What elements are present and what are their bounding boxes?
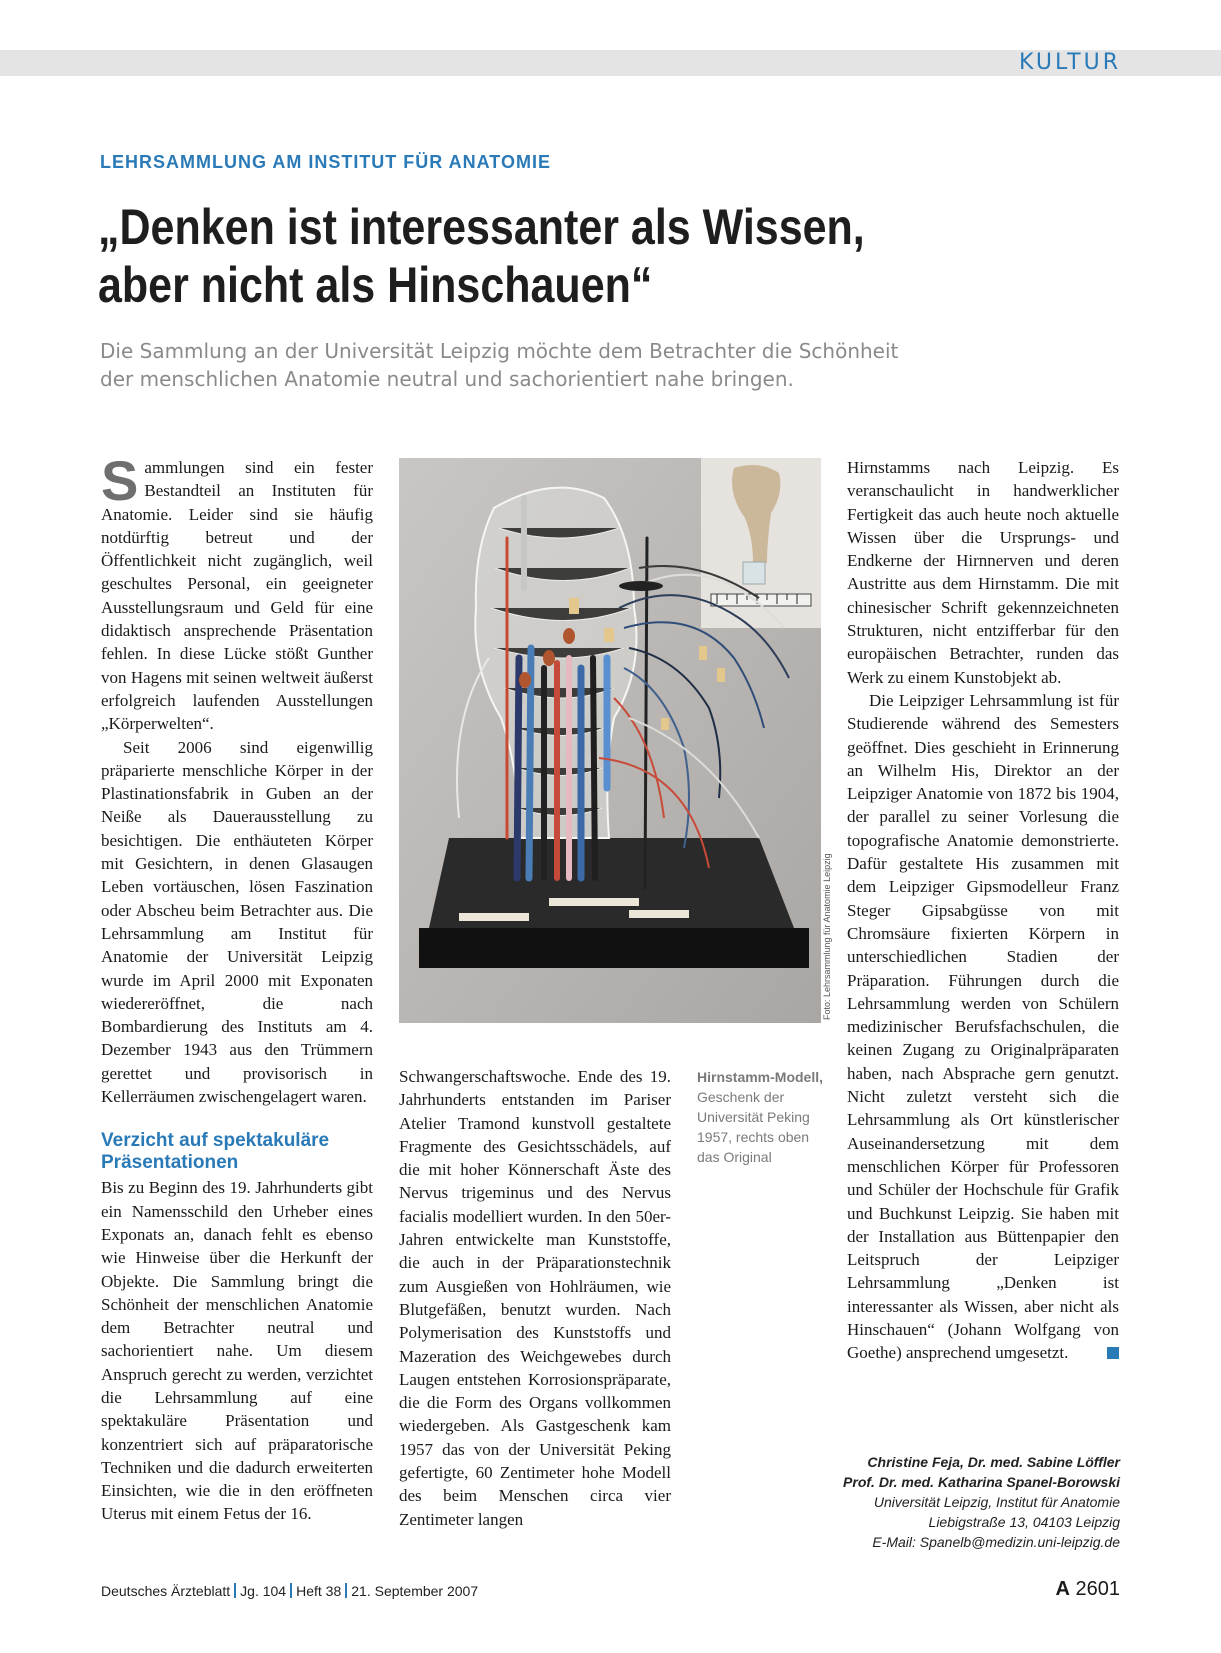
journal-volume: Jg. 104	[240, 1583, 287, 1599]
page-prefix: A	[1055, 1578, 1070, 1600]
deck-line-1: Die Sammlung an der Universität Leipzig möchte dem Betrachter die Schönheit	[100, 339, 899, 363]
deck-line-2: der menschlichen Anatomie neutral und sachorientiert nahe bringen.	[100, 367, 794, 391]
author-block	[720, 1452, 1120, 1552]
figure-caption	[697, 1067, 827, 1167]
article-headline	[98, 198, 958, 314]
address: Liebigstraße 13, 04103 Leipzig	[928, 1514, 1120, 1530]
paragraph-1	[101, 449, 373, 736]
drop-cap: S	[101, 449, 139, 512]
page-number	[1055, 1578, 1120, 1601]
paragraph-1-text: ammlungen sind ein fester Bestandteil an Instituten für Anatomie. Leider sind sie häufig notdürftig betreut und der Öffentlichkeit nicht zugänglich, weil geschultes Personal, ein geeigneter Ausstellungsraum und Geld für eine didaktisch ansprechende Präsentation fehlen. In diese Lücke stößt Gunther von Hagens mit seinen weltweit äußerst erfolgreich laufenden Ausstellungen „Körperwelten“.	[101, 458, 373, 734]
photo-credit: Foto: Lehrsammlung für Anatomie Leipzig	[822, 853, 832, 1020]
affiliation: Universität Leipzig, Institut für Anatomie	[873, 1494, 1120, 1510]
journal-issue: Heft 38	[296, 1583, 342, 1599]
authors-line-2: Prof. Dr. med. Katharina Spanel-Borowski	[843, 1474, 1120, 1490]
caption-text: Geschenk der Universität Peking 1957, rechts oben das Original	[697, 1089, 810, 1165]
end-mark-icon	[1107, 1347, 1119, 1359]
paragraph-6-text: Die Leipziger Lehrsammlung ist für Studierende während des Semesters geöffnet. Dies geschieht in Erinnerung an Wilhelm His, Direktor an der Leipziger Anatomie von 1872 bis 1904, der parallel zu seiner Vorlesung die topografische Anatomie demonstrierte. Dafür gestaltete His zusammen mit dem Leipziger Gipsmodelleur Franz Steger Gipsabgüsse von mit Chromsäure fixierten Körpern in unterschiedlichen Stadien der Präparation. Führungen durch die Lehrsammlung werden von Schülern medizinischer Berufsfachschulen, die keinen Zugang zu Originalpräparaten haben, nach Absprache gern genutzt. Nicht zuletzt versteht sich die Lehrsammlung als Ort künstlerischer Auseinandersetzung mit dem menschlichen Körper für Professoren und Schüler der Hochschule für Grafik und Buchkunst Leipzig. Sie haben mit der Installation aus Büttenpapier den Leitspruch der Leipziger Lehrsammlung „Denken ist interessanter als Wissen, aber nicht als Hinschauen“ (Johann Wolfgang von Goethe) ansprechend umgesetzt.	[847, 690, 1119, 1363]
caption-title: Hirnstamm-Modell,	[697, 1069, 824, 1085]
section-label: KULTUR	[1019, 50, 1121, 75]
article-kicker: LEHRSAMMLUNG AM INSTITUT FÜR ANATOMIE	[100, 152, 551, 172]
article-deck	[100, 337, 980, 393]
column-1	[101, 449, 373, 1526]
headline-line-2: aber nicht als Hinschauen“	[98, 257, 653, 313]
subheading: Verzicht auf spektakuläre Präsentationen	[101, 1130, 330, 1174]
page-footer	[101, 1583, 478, 1599]
brainstem-model-photo	[399, 458, 821, 1023]
footer-divider	[234, 1583, 236, 1598]
issue-date: 21. September 2007	[351, 1583, 479, 1599]
paragraph-2: Seit 2006 sind eigenwillig präparierte menschliche Körper in der Plastinationsfabrik in Guben an der Neiße als Dauerausstellung zu besichtigen. Die enthäuteten Körper mit Gesichtern, in denen Glasaugen Leben vortäuschen, lösen Faszination oder Abscheu beim Betrachter aus. Die Lehrsammlung am Institut für Anatomie der Universität Leipzig wurde im April 2000 mit Exponaten wiedereröffnet, die nach Bombardierung des Instituts am 4. Dezember 1943 aus den Trümmern gerettet und provisorisch in Kellerräumen zwischengelagert waren.	[101, 737, 373, 1107]
paragraph-5: Hirnstamms nach Leipzig. Es veranschaulicht in handwerklicher Fertigkeit das auch heute noch aktuelle Wissen über die Ursprungs- und Endkerne der Hirnnerven und deren Austritte aus dem Hirnstamm. Die mit chinesischer Schrift gekennzeichneten Strukturen, nicht entzifferbar für den europäischen Betrachter, runden das Werk zu einem Kunstobjekt ab.	[847, 458, 1119, 687]
page-number-value: 2601	[1075, 1578, 1120, 1600]
authors-line-1: Christine Feja, Dr. med. Sabine Löffler	[867, 1454, 1120, 1470]
email: E-Mail: Spanelb@medizin.uni-leipzig.de	[872, 1534, 1120, 1550]
column-3	[847, 456, 1119, 1365]
headline-line-1: „Denken ist interessanter als Wissen,	[98, 199, 865, 255]
footer-divider	[290, 1583, 292, 1598]
column-2	[399, 1065, 671, 1531]
journal-name: Deutsches Ärzteblatt	[101, 1583, 231, 1599]
paragraph-4: Schwangerschaftswoche. Ende des 19. Jahrhunderts entstanden im Pariser Atelier Tramond kunstvoll gestaltete Fragmente des Gesichtsschädels, auf die mit hoher Könnerschaft Äste des Nervus trigeminus und des Nervus facialis modelliert wurden. In den 50er-Jahren entwickelte man Kunststoffe, die auch in der Präparationstechnik zum Ausgießen von Hohlräumen, wie Blutgefäßen, benutzt wurden. Nach Polymerisation des Kunststoffs und Mazeration des Weichgewebes durch Laugen entstehen Korrosionspräparate, die die Form des Organs vollkommen wiedergeben. Als Gastgeschenk kam 1957 das von der Universität Peking gefertigte, 60 Zentimeter hohe Modell des beim Menschen circa vier Zentimeter langen	[399, 1067, 671, 1529]
footer-divider	[345, 1583, 347, 1598]
paragraph-6	[847, 689, 1119, 1365]
paragraph-3: Bis zu Beginn des 19. Jahrhunderts gibt ein Namensschild den Urheber eines Exponats an, danach fehlt es ebenso wie Hinweise über die Herkunft der Objekte. Die Sammlung bringt die Schönheit der menschlichen Anatomie dem Betrachter neutral und sachorientiert nahe. Um diesem Anspruch gerecht zu werden, verzichtet die Lehrsammlung auf eine spektakuläre Präsentation und konzentriert sich auf präparatorische Techniken und die dadurch erweiterten Einsichten, wie die in den eröffneten Uterus mit einem Fetus der 16.	[101, 1178, 373, 1524]
